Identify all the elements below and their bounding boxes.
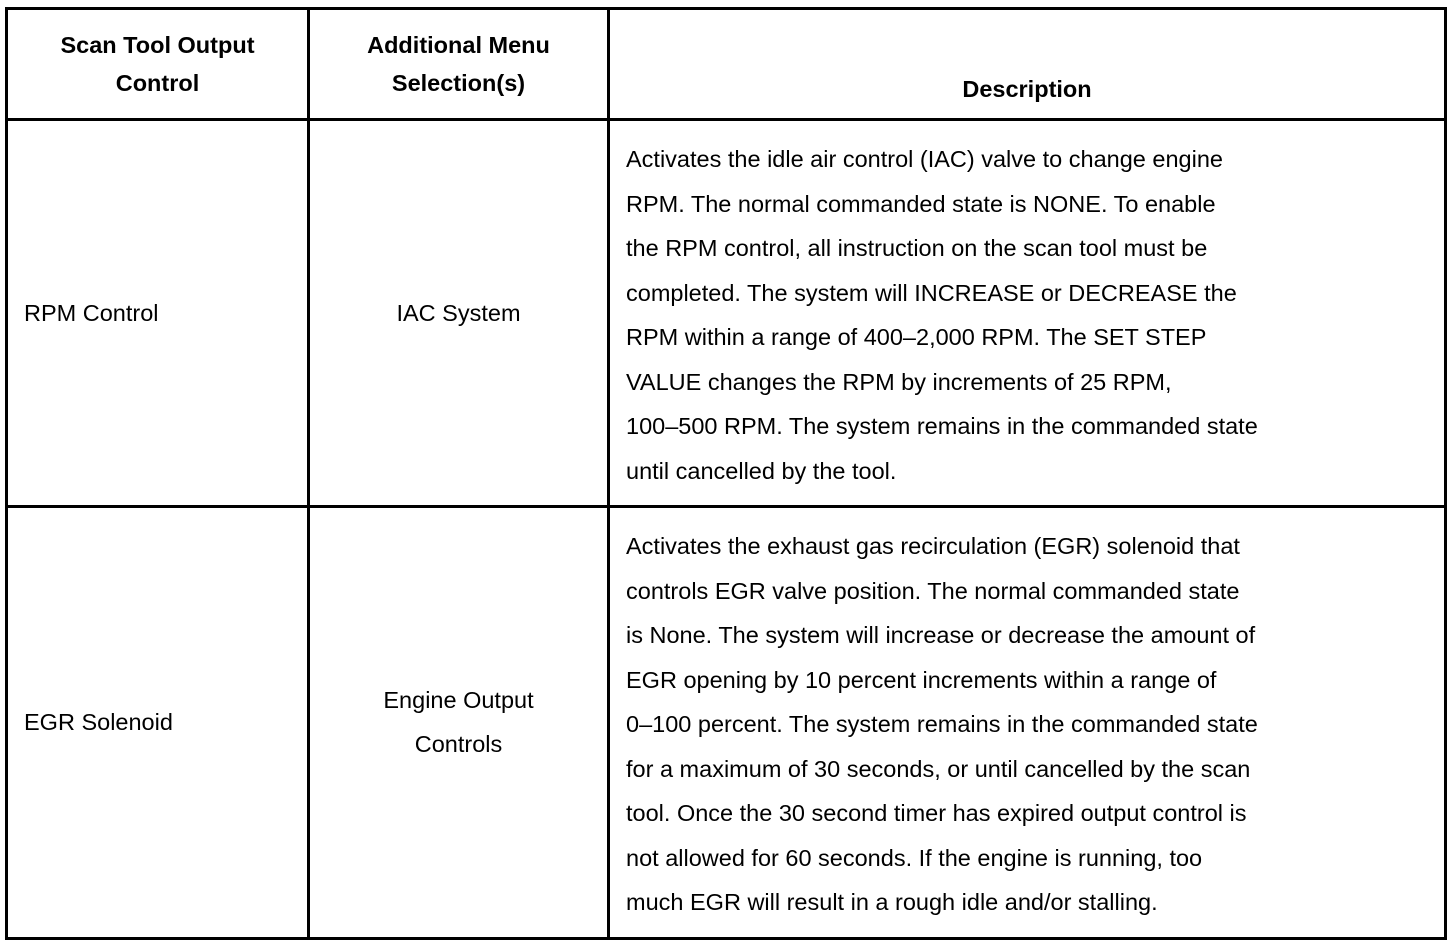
control-cell: EGR Solenoid <box>7 507 309 939</box>
menu-line: Controls <box>414 731 503 758</box>
header-scan-tool-output-control <box>7 9 309 120</box>
header-line: Selection(s) <box>391 70 526 96</box>
description-line: the RPM control, all instruction on the scan tool must be <box>626 235 1208 261</box>
menu-line: IAC System <box>396 299 521 326</box>
control-cell: RPM Control <box>7 120 309 507</box>
menu-cell <box>309 507 609 939</box>
menu-line: Engine Output <box>383 686 534 713</box>
description-line: RPM within a range of 400–2,000 RPM. The SET STEP <box>626 324 1207 350</box>
description-cell <box>609 120 1446 507</box>
description-line: 0–100 percent. The system remains in the commanded state <box>626 711 1258 737</box>
description-line: 100–500 RPM. The system remains in the commanded state <box>626 413 1258 439</box>
description-line: much EGR will result in a rough idle and/or stalling. <box>626 889 1158 915</box>
table-row <box>7 507 1446 939</box>
description-line: for a maximum of 30 seconds, or until cancelled by the scan <box>626 755 1251 782</box>
header-description: Description <box>609 9 1446 120</box>
description-line: VALUE changes the RPM by increments of 25 RPM, <box>626 368 1172 395</box>
header-row <box>7 9 1446 120</box>
header-line: Scan Tool Output <box>60 32 255 58</box>
description-line: until cancelled by the tool. <box>626 457 897 484</box>
header-additional-menu-selections <box>309 9 609 120</box>
header-line: Control <box>115 70 200 96</box>
description-line: Activates the exhaust gas recirculation (EGR) solenoid that <box>626 533 1240 559</box>
description-cell <box>609 507 1446 939</box>
description-line: tool. Once the 30 second timer has expired output control is <box>626 800 1247 826</box>
table-row <box>7 120 1446 507</box>
description-line: RPM. The normal commanded state is NONE. To enable <box>626 190 1216 217</box>
description-line: is None. The system will increase or decrease the amount of <box>626 622 1256 648</box>
header-line: Additional Menu <box>367 32 550 58</box>
description-line: controls EGR valve position. The normal commanded state <box>626 577 1240 604</box>
menu-cell <box>309 120 609 507</box>
description-line: not allowed for 60 seconds. If the engine is running, too <box>626 844 1203 871</box>
description-line: Activates the idle air control (IAC) valve to change engine <box>626 146 1223 172</box>
description-line: completed. The system will INCREASE or DECREASE the <box>626 279 1237 306</box>
description-line: EGR opening by 10 percent increments within a range of <box>626 666 1217 693</box>
output-control-table <box>5 7 1447 940</box>
